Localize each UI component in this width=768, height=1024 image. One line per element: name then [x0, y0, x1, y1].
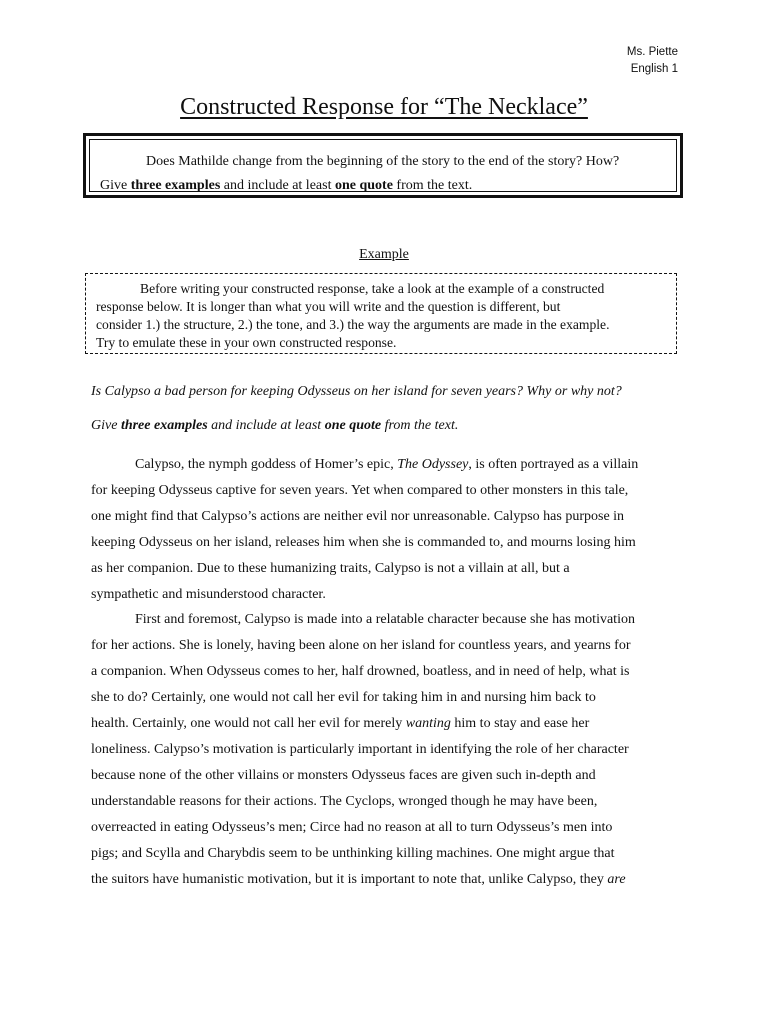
instructions-box	[85, 273, 677, 354]
essay-text: Calypso, the nymph goddess of Homer’s epic,	[135, 457, 398, 472]
sample-requirements	[91, 418, 458, 434]
class-name: English 1	[630, 63, 678, 75]
book-title: The Odyssey	[397, 457, 469, 472]
prompt-req-text: Give	[100, 178, 131, 193]
essay-line: for her actions. She is lonely, having been alone on her island for countless years, and yearns for	[91, 638, 631, 654]
essay-line: pigs; and Scylla and Charybdis seem to be unthinking killing machines. One might argue that	[91, 845, 615, 861]
prompt-question: Does Mathilde change from the beginning of the story to the end of the story? How?	[146, 154, 620, 169]
sample-question: Is Calypso a bad person for keeping Odysseus on her island for seven years? Why or why not?	[91, 384, 622, 399]
instructions-line: consider 1.) the structure, 2.) the tone, and 3.) the way the arguments are made in the example.	[96, 317, 610, 332]
prompt-req-text: from the text.	[392, 178, 473, 193]
essay-text: , is often portrayed as a villain	[468, 457, 639, 472]
essay-paragraph-2	[91, 607, 691, 892]
instructions-line: Before writing your constructed response, take a look at the example of a constructed	[140, 281, 605, 296]
essay-text: the suitors have humanistic motivation, but it is important to note that, unlike Calypso, they	[91, 871, 608, 887]
essay-line: one might find that Calypso’s actions are neither evil nor unreasonable. Calypso has purpose in	[91, 508, 625, 524]
essay-paragraph-1	[91, 452, 691, 607]
sample-req-text: Give	[91, 418, 121, 433]
essay-line: understandable reasons for their actions. The Cyclops, wronged though he may have been,	[91, 793, 598, 809]
prompt-req-text: and include at least	[220, 178, 335, 193]
prompt-requirements	[100, 174, 666, 198]
prompt-req-bold: one quote	[334, 178, 393, 193]
essay-line	[91, 867, 691, 893]
essay-line: because none of the other villains or monsters Odysseus faces are given such in-depth and	[91, 767, 596, 783]
prompt-req-bold: three examples	[130, 178, 221, 193]
sample-req-text: from the text.	[381, 418, 459, 433]
sample-req-text: and include at least	[207, 418, 325, 433]
teacher-info	[627, 44, 678, 78]
sample-req-bold: one quote	[324, 418, 382, 433]
essay-text: him to stay and ease her	[450, 716, 590, 732]
page-title: Constructed Response for “The Necklace”	[180, 94, 588, 120]
essay-line	[91, 452, 691, 478]
example-heading: Example	[359, 247, 409, 262]
essay-line: a companion. When Odysseus comes to her, half drowned, boatless, and in need of help, what is	[91, 664, 630, 680]
sample-req-bold: three examples	[120, 418, 208, 433]
prompt-box-inner	[89, 139, 677, 192]
essay-line: sympathetic and misunderstood character.	[91, 586, 326, 602]
prompt-box	[83, 133, 683, 198]
essay-line: she to do? Certainly, one would not call her evil for taking him in and nursing him back to	[91, 690, 596, 706]
teacher-name: Ms. Piette	[626, 46, 678, 58]
essay-text: health. Certainly, one would not call her evil for merely	[91, 716, 406, 732]
instructions-line: Try to emulate these in your own constructed response.	[96, 335, 397, 350]
essay-line: for keeping Odysseus captive for seven years. Yet when compared to other monsters in this tale,	[91, 482, 629, 498]
essay-line: loneliness. Calypso’s motivation is particularly important in identifying the role of her character	[91, 741, 629, 757]
essay-line: overreacted in eating Odysseus’s men; Circe had no reason at all to turn Odysseus’s men into	[91, 819, 613, 835]
essay-line: First and foremost, Calypso is made into a relatable character because she has motivation	[135, 612, 635, 628]
essay-line: as her companion. Due to these humanizing traits, Calypso is not a villain at all, but a	[91, 560, 570, 576]
essay-line: keeping Odysseus on her island, releases him when she is commanded to, and mourns losing him	[91, 534, 636, 550]
essay-line	[91, 711, 691, 737]
instructions-line: response below. It is longer than what you will write and the question is different, but	[96, 299, 561, 314]
emphasis-text: are	[607, 871, 626, 887]
sample-essay	[91, 452, 691, 892]
emphasis-text: wanting	[405, 716, 451, 732]
